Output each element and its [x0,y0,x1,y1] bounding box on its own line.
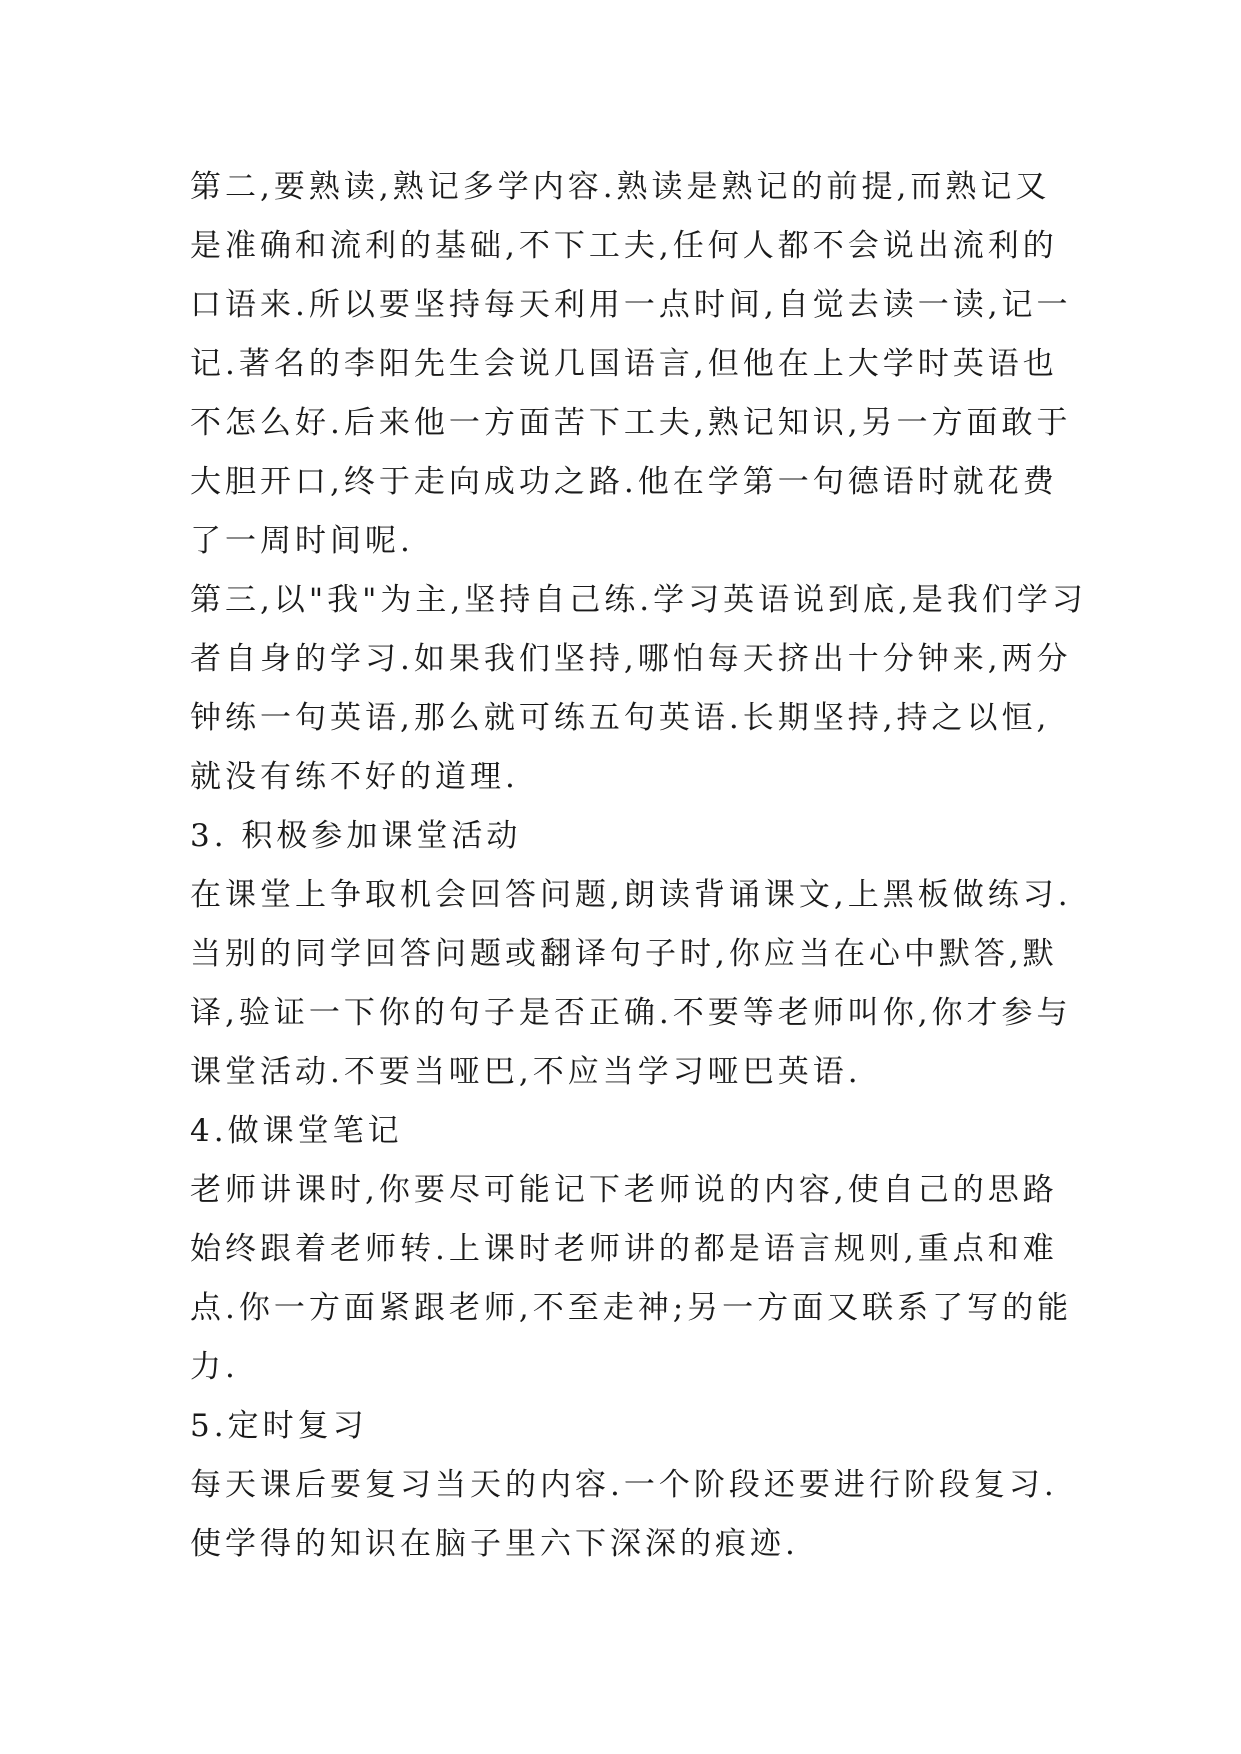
paragraph-line: 译,验证一下你的句子是否正确.不要等老师叫你,你才参与 [190,995,1072,1031]
section-heading: 5.定时复习 [190,1408,368,1444]
paragraph-line: 老师讲课时,你要尽可能记下老师说的内容,使自己的思路 [190,1172,1058,1208]
paragraph-line: 始终跟着老师转.上课时老师讲的都是语言规则,重点和难 [190,1231,1058,1267]
paragraph-line: 就没有练不好的道理. [190,759,519,795]
section-heading: 3. 积极参加课堂活动 [190,818,522,854]
section-heading: 4.做课堂笔记 [190,1113,403,1149]
document-body [190,158,1087,1574]
paragraph-line: 第二,要熟读,熟记多学内容.熟读是熟记的前提,而熟记又 [190,169,1051,205]
paragraph-line: 点.你一方面紧跟老师,不至走神;另一方面又联系了写的能 [190,1290,1073,1326]
paragraph-line: 每天课后要复习当天的内容.一个阶段还要进行阶段复习. [190,1467,1058,1503]
paragraph-line: 钟练一句英语,那么就可练五句英语.长期坚持,持之以恒, [190,700,1051,736]
paragraph-line: 力. [190,1349,239,1385]
paragraph-line: 口语来.所以要坚持每天利用一点时间,自觉去读一读,记一 [190,287,1072,323]
paragraph-line: 当别的同学回答问题或翻译句子时,你应当在心中默答,默 [190,936,1058,972]
paragraph-line: 课堂活动.不要当哑巴,不应当学习哑巴英语. [190,1054,862,1090]
paragraph-line: 是准确和流利的基础,不下工夫,任何人都不会说出流利的 [190,228,1058,264]
paragraph-line: 使学得的知识在脑子里六下深深的痕迹. [190,1526,799,1562]
paragraph-line: 大胆开口,终于走向成功之路.他在学第一句德语时就花费 [190,464,1058,500]
paragraph-line: 记.著名的李阳先生会说几国语言,但他在上大学时英语也 [190,346,1058,382]
paragraph-line: 者自身的学习.如果我们坚持,哪怕每天挤出十分钟来,两分 [190,641,1072,677]
paragraph-line: 在课堂上争取机会回答问题,朗读背诵课文,上黑板做练习. [190,877,1072,913]
paragraph-line: 不怎么好.后来他一方面苦下工夫,熟记知识,另一方面敢于 [190,405,1072,441]
paragraph-line: 第三,以"我"为主,坚持自己练.学习英语说到底,是我们学习 [190,582,1087,618]
paragraph-line: 了一周时间呢. [190,523,414,559]
